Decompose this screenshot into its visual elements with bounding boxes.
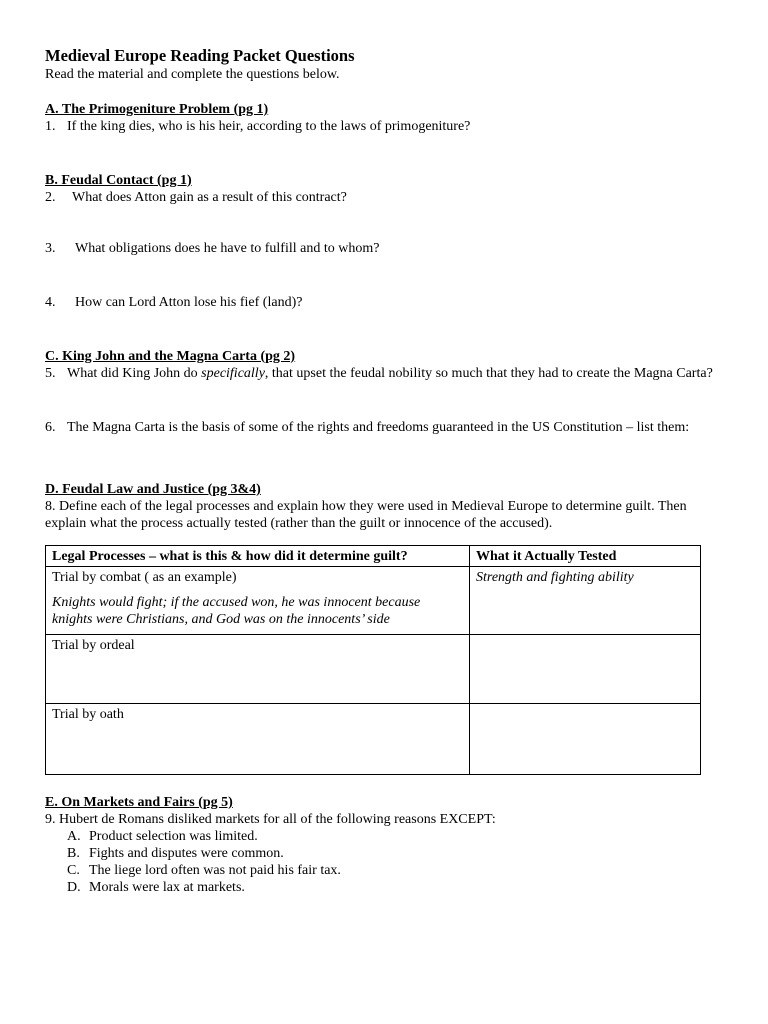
option-text: Product selection was limited. — [89, 829, 258, 844]
question-text: The Magna Carta is the basis of some of the rights and freedoms guaranteed in the US Constitution – list them: — [67, 420, 690, 435]
question-number: 3. — [45, 241, 56, 256]
section-a-heading: A. The Primogeniture Problem (pg 1) — [45, 102, 269, 117]
question-number: 5. — [45, 366, 56, 381]
table-row — [46, 567, 701, 635]
section-e-heading: E. On Markets and Fairs (pg 5) — [45, 795, 233, 810]
question-3 — [45, 240, 725, 257]
question-number: 6. — [45, 420, 56, 435]
question-1 — [45, 118, 725, 135]
trial-by-oath-cell: Trial by oath — [46, 704, 470, 775]
table-row — [46, 704, 701, 775]
section-b-heading: B. Feudal Contact (pg 1) — [45, 173, 192, 188]
option-d — [67, 879, 725, 896]
question-text: What obligations does he have to fulfill and to whom? — [75, 241, 380, 256]
option-letter: C. — [67, 863, 80, 878]
option-letter: B. — [67, 846, 80, 861]
trial-by-combat-cell — [46, 567, 470, 635]
question-2 — [45, 189, 725, 206]
question-text: How can Lord Atton lose his fief (land)? — [75, 295, 303, 310]
trial-by-ordeal-cell: Trial by ordeal — [46, 635, 470, 704]
section-d-heading: D. Feudal Law and Justice (pg 3&4) — [45, 482, 261, 497]
option-b — [67, 845, 725, 862]
question-6 — [45, 419, 725, 436]
table-row — [46, 635, 701, 704]
option-letter: D. — [67, 880, 81, 895]
worksheet-page — [45, 46, 725, 896]
option-text: Morals were lax at markets. — [89, 880, 245, 895]
question-8: 8. Define each of the legal processes and explain how they were used in Medieval Europe to determine guilt. Then explain what the process actually tested (rather than the guilt or innocence of the accused). — [45, 499, 687, 531]
row-label: Trial by combat ( as an example) — [52, 570, 237, 585]
tested-answer-cell[interactable] — [470, 704, 701, 775]
tested-answer-cell: Strength and fighting ability — [470, 567, 701, 635]
option-a — [67, 828, 725, 845]
emphasis-specifically: specifically — [201, 366, 265, 381]
question-number: 4. — [45, 295, 56, 310]
option-c — [67, 862, 725, 879]
column-header-legal-processes: Legal Processes – what is this & how did it determine guilt? — [46, 546, 470, 567]
question-text: What did King John do specifically, that upset the feudal nobility so much that they had to create the Magna Carta? — [67, 366, 713, 381]
question-text: If the king dies, who is his heir, according to the laws of primogeniture? — [67, 119, 471, 134]
section-c-heading: C. King John and the Magna Carta (pg 2) — [45, 349, 296, 364]
table-header-row — [46, 546, 701, 567]
intro-text: Read the material and complete the questions below. — [45, 67, 340, 82]
example-answer: Knights would fight; if the accused won, he was innocent because knights were Christians, and God was on the innocents’ side — [52, 595, 421, 627]
question-number: 1. — [45, 119, 56, 134]
question-number: 2. — [45, 190, 56, 205]
option-text: Fights and disputes were common. — [89, 846, 284, 861]
legal-processes-table — [45, 545, 701, 775]
question-text: What does Atton gain as a result of this contract? — [72, 190, 347, 205]
question-5 — [45, 365, 725, 382]
tested-answer-cell[interactable] — [470, 635, 701, 704]
option-letter: A. — [67, 829, 81, 844]
page-title: Medieval Europe Reading Packet Questions — [45, 46, 355, 65]
question-9: 9. Hubert de Romans disliked markets for all of the following reasons EXCEPT: — [45, 812, 496, 827]
column-header-what-tested: What it Actually Tested — [470, 546, 701, 567]
question-4 — [45, 294, 725, 311]
option-text: The liege lord often was not paid his fair tax. — [89, 863, 341, 878]
